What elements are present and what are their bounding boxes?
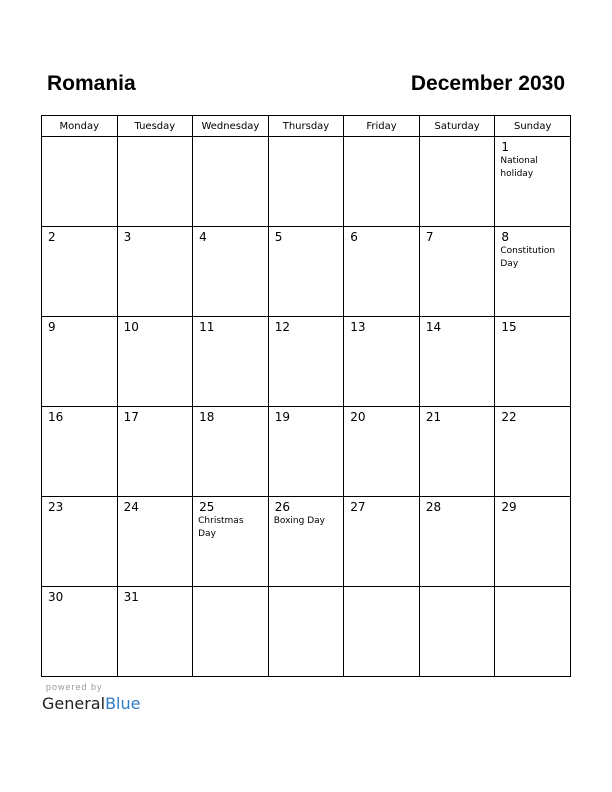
- day-cell: [419, 137, 495, 227]
- day-cell: [193, 587, 269, 677]
- country-title: Romania: [47, 72, 136, 95]
- day-cell: [42, 407, 118, 497]
- day-number: 21: [425, 410, 442, 424]
- day-cell: [344, 227, 420, 317]
- day-number: [193, 137, 268, 140]
- weekday-saturday: Saturday: [419, 116, 495, 137]
- week-row-3: [42, 317, 571, 407]
- day-number: 3: [123, 230, 132, 244]
- day-cell: [268, 317, 344, 407]
- day-number: [269, 137, 344, 140]
- day-cell: [495, 587, 571, 677]
- week-row-1: [42, 137, 571, 227]
- day-cell: [42, 227, 118, 317]
- holiday-label: Constitution Day: [500, 246, 556, 269]
- weekday-friday: Friday: [344, 116, 420, 137]
- day-number: 7: [425, 230, 434, 244]
- day-cell: [495, 227, 571, 317]
- day-number: 30: [48, 590, 64, 604]
- day-number: 20: [350, 410, 366, 424]
- day-number: [420, 587, 495, 590]
- day-cell: [117, 497, 193, 587]
- day-number: 18: [199, 410, 215, 424]
- day-cell: [344, 407, 420, 497]
- day-cell: [117, 137, 193, 227]
- day-cell: [344, 317, 420, 407]
- day-cell: [42, 137, 118, 227]
- day-cell: [344, 137, 420, 227]
- week-row-5: [42, 497, 571, 587]
- weekday-wednesday: Wednesday: [193, 116, 269, 137]
- day-cell: [268, 227, 344, 317]
- day-cell: [268, 587, 344, 677]
- day-number: 4: [199, 230, 207, 244]
- day-cell: [268, 407, 344, 497]
- day-cell: [419, 407, 495, 497]
- day-cell: [42, 497, 118, 587]
- day-cell: [117, 227, 193, 317]
- day-number: 5: [274, 230, 283, 244]
- day-cell: [419, 317, 495, 407]
- holiday-label: Boxing Day: [273, 516, 325, 526]
- day-cell: [268, 497, 344, 587]
- day-number: 6: [350, 230, 358, 244]
- day-number: 11: [199, 320, 215, 334]
- day-number: 2: [48, 230, 56, 244]
- day-number: 19: [274, 410, 290, 424]
- weekday-monday: Monday: [42, 116, 118, 137]
- day-cell: [117, 407, 193, 497]
- day-cell: [42, 587, 118, 677]
- day-cell: [419, 587, 495, 677]
- day-number: [420, 137, 495, 140]
- day-number: 23: [48, 500, 64, 514]
- day-cell: [193, 497, 269, 587]
- weekday-thursday: Thursday: [268, 116, 344, 137]
- day-number: [344, 587, 419, 590]
- day-number: [193, 587, 268, 590]
- day-cell: [193, 317, 269, 407]
- day-cell: [117, 317, 193, 407]
- day-number: [344, 137, 419, 140]
- day-number: 26: [274, 500, 290, 514]
- day-number: 8: [501, 230, 510, 244]
- day-cell: [495, 497, 571, 587]
- day-number: 29: [501, 500, 517, 514]
- day-number: 25: [199, 500, 215, 514]
- day-cell: [495, 137, 571, 227]
- calendar-grid: [41, 115, 571, 677]
- day-number: 14: [425, 320, 442, 334]
- month-year-title: December 2030: [410, 72, 565, 95]
- day-number: [495, 587, 570, 590]
- day-cell: [495, 317, 571, 407]
- day-cell: [42, 317, 118, 407]
- day-number: 24: [123, 500, 139, 514]
- day-number: [269, 587, 344, 590]
- day-number: 31: [123, 590, 139, 604]
- day-number: 10: [123, 320, 139, 334]
- day-number: 9: [48, 320, 56, 334]
- day-cell: [344, 497, 420, 587]
- day-cell: [268, 137, 344, 227]
- day-number: 17: [123, 410, 139, 424]
- holiday-label: National holiday: [500, 156, 538, 179]
- powered-by-text: powered by: [46, 682, 103, 692]
- weekday-header-row: [42, 116, 571, 137]
- day-cell: [193, 407, 269, 497]
- day-number: 12: [274, 320, 290, 334]
- day-number: [118, 137, 193, 140]
- weekday-tuesday: Tuesday: [117, 116, 193, 137]
- day-cell: [344, 587, 420, 677]
- day-cell: [193, 227, 269, 317]
- weekday-sunday: Sunday: [495, 116, 571, 137]
- day-cell: [419, 227, 495, 317]
- week-row-2: [42, 227, 571, 317]
- generalblue-logo[interactable]: [42, 694, 140, 714]
- day-cell: [117, 587, 193, 677]
- day-number: 1: [501, 140, 510, 154]
- day-cell: [193, 137, 269, 227]
- day-number: 16: [48, 410, 64, 424]
- brand-blue: Blue: [105, 694, 141, 713]
- day-number: 22: [501, 410, 517, 424]
- week-row-4: [42, 407, 571, 497]
- day-cell: [419, 497, 495, 587]
- day-number: 27: [350, 500, 366, 514]
- day-number: [42, 137, 117, 140]
- day-number: 15: [501, 320, 517, 334]
- week-row-6: [42, 587, 571, 677]
- holiday-label: Christmas Day: [198, 516, 244, 539]
- day-cell: [495, 407, 571, 497]
- brand-general: General: [42, 694, 106, 713]
- day-number: 13: [350, 320, 366, 334]
- day-number: 28: [425, 500, 442, 514]
